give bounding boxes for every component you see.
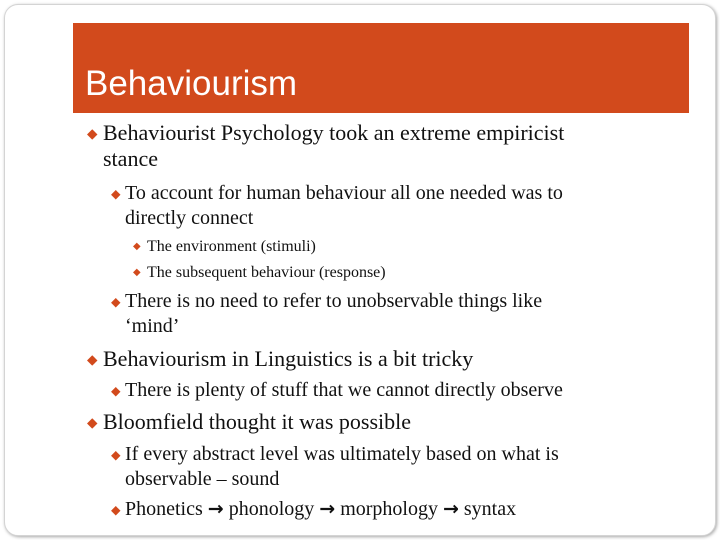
bullet-marker-icon: ◆ <box>111 294 121 310</box>
bullet-text: There is plenty of stuff that we cannot directly observe <box>125 379 563 401</box>
bullet-text: If every abstract level was ultimately based on what is <box>125 443 559 465</box>
slide <box>4 4 716 536</box>
chain-morphology: morphology <box>340 498 438 520</box>
bullet-marker-icon: ◆ <box>133 241 141 253</box>
bullet-text: The environment (stimuli) <box>147 238 316 255</box>
bullet-marker-icon: ◆ <box>111 447 121 463</box>
bullet-text: Behaviourism in Linguistics is a bit tricky <box>103 346 474 371</box>
bullet-marker-icon: ◆ <box>111 502 121 518</box>
bullet-marker-icon: ◆ <box>87 414 98 431</box>
slide-title: Behaviourism <box>85 64 298 103</box>
bullet-text: Bloomfield thought it was possible <box>103 409 411 434</box>
bullet-text-cont: ‘mind’ <box>125 315 180 337</box>
bullet-text: There is no need to refer to unobservable things like <box>125 290 543 312</box>
bullet-text-cont: observable – sound <box>125 468 280 490</box>
bullet-text: The subsequent behaviour (response) <box>147 264 386 281</box>
title-bar <box>73 23 689 113</box>
bullet-text: Behaviourist Psychology took an extreme empiricist <box>103 120 565 145</box>
bullet-marker-icon: ◆ <box>87 351 98 368</box>
bullet-text-cont: directly connect <box>125 207 254 229</box>
bullet-marker-icon: ◆ <box>87 125 98 142</box>
bullet-text <box>125 498 516 520</box>
arrow-right-icon: → <box>207 498 224 520</box>
bullet-marker-icon: ◆ <box>111 186 121 202</box>
arrow-right-icon: → <box>442 498 459 520</box>
chain-phonetics: Phonetics <box>125 498 203 520</box>
bullet-marker-icon: ◆ <box>111 383 121 399</box>
bullet-marker-icon: ◆ <box>133 267 141 279</box>
bullet-text: To account for human behaviour all one needed was to <box>125 182 563 204</box>
chain-syntax: syntax <box>463 498 517 520</box>
bullet-text-cont: stance <box>103 146 158 171</box>
chain-phonology: phonology <box>228 498 315 520</box>
arrow-right-icon: → <box>319 498 336 520</box>
